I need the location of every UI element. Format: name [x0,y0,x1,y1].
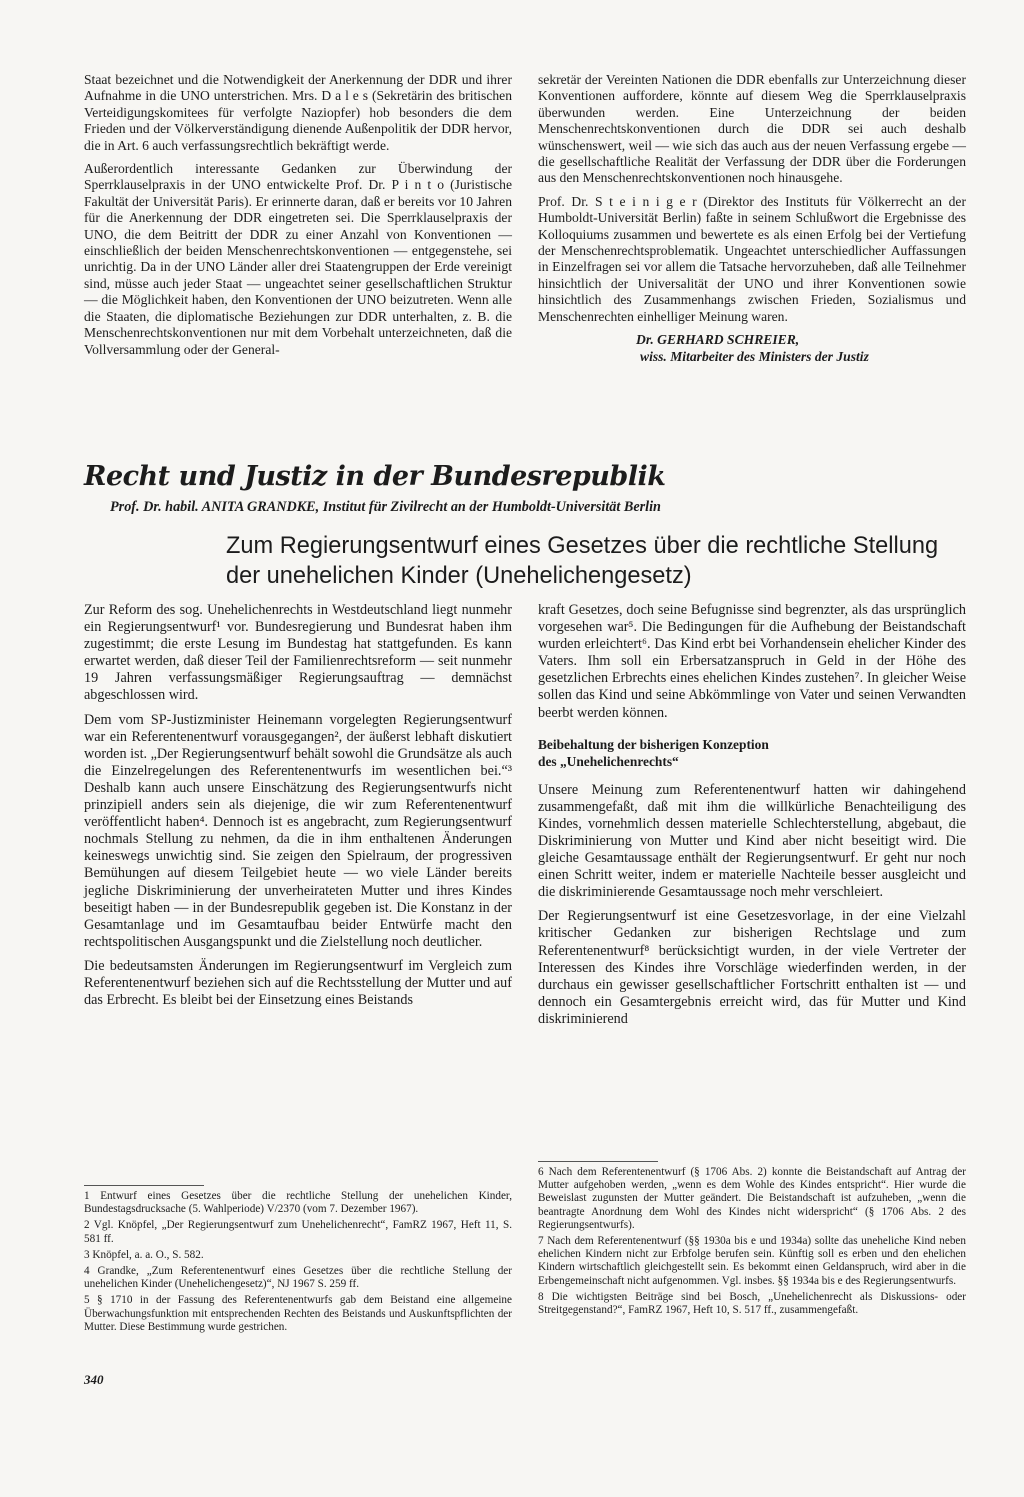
paragraph: sekretär der Vereinten Nationen die DDR ebenfalls zur Unterzeichnung dieser Konventionen auffordere, könnte auf diesem Weg die Sperrklauselpraxis überwunden werden. Eine Unterzeichnung der beiden Menschenrechtskonventionen durch die DDR sei auch deshalb wünschenswert, weil — wie sich das auch aus der neuen Verfassung ergebe — die gesellschaftliche Realität der Verfassung der DDR über die Forderungen aus den Menschenrechtskonventionen noch hinausgehe. [538,72,966,186]
bottom-right-column [538,602,966,1035]
footnote: 2 Vgl. Knöpfel, „Der Regierungsentwurf zum Unehelichenrecht“, FamRZ 1967, Heft 11, S. 581 ff. [84,1219,512,1245]
signature-name: Dr. GERHARD SCHREIER, [636,332,800,348]
footnote-divider [538,1161,658,1162]
bottom-left-column [84,602,512,1016]
footnote: 8 Die wichtigsten Beiträge sind bei Bosch, „Unehelichenrecht als Diskussions- oder Streitgegenstand?“, FamRZ 1967, Heft 10, S. 517 ff., zusammengefaßt. [538,1290,966,1317]
footnote: 4 Grandke, „Zum Referentenentwurf eines Gesetzes über die rechtliche Stellung der unehelichen Kinder (Unehelichengesetz)“, NJ 1967 S. 259 ff. [84,1265,512,1291]
paragraph: Staat bezeichnet und die Notwendigkeit der Anerkennung der DDR und ihrer Aufnahme in die UNO unterstrichen. Mrs. D a l e s (Sekretärin des britischen Verteidigungskomitees für verfolgte Naziopfer) hob besonders die dem Frieden und der Völkerverständigung dienende Außenpolitik der DDR hervor, die in Art. 6 auch verfassungsrechtlich bekräftigt werde. [84,72,512,153]
article-title [226,531,986,591]
paragraph: Unsere Meinung zum Referentenentwurf hatten wir dahingehend zusammengefaßt, daß mit ihm die willkürliche Benachteiligung des Kindes, vornehmlich dessen materielle Schlechterstellung, abgebaut, die Diskriminierung von Mutter und Kind aber nicht beseitigt wird. Die gleiche Gesamtaussage enthält der Regierungsentwurf. Er geht nur noch einen Schritt weiter, indem er materielle Nachteile besser ausgleicht und die diskriminierende Gesamtaussage noch mehr verschleiert. [538,781,966,901]
footnote: 5 § 1710 in der Fassung des Referentenentwurfs gab dem Beistand eine allgemeine Überwachungsfunktion mit entsprechenden Rechten des Beistands und Auskunftspflichten der Mutter. Diese Bestimmung wurde gestrichen. [84,1294,512,1333]
footnotes-right [538,1166,966,1320]
paragraph: Dem vom SP-Justizminister Heinemann vorgelegten Regierungsentwurf war ein Referentenentwurf vorausgegangen², der äußerst lebhaft diskutiert worden ist. „Der Regierungsentwurf behält sowohl die Grundsätze als auch die Einzelregelungen des Referentenentwurfs im wesentlichen bei.“³ Deshalb kann auch unsere Einschätzung des Regierungsentwurfs nicht prinzipiell anders sein als diejenige, die wir zum Referentenentwurf veröffentlicht haben⁴. Dennoch ist es angebracht, zum Regierungsentwurf nochmals Stellung zu nehmen, da die in ihm enthaltenen Änderungen keineswegs unwichtig sind. Sie zeigen den Spielraum, der progressiven Bemühungen auf diesem Teilgebiet heute — wo viele Länder bereits jegliche Diskriminierung der unverheirateten Mutter und ihres Kindes beseitigt haben — in der Bundesrepublik gegeben ist. Die Konstanz in der Gesamtanlage und im Gesamtaufbau beider Entwürfe macht den rechtspolitischen Ausgangspunkt und die Zielstellung noch deutlicher. [84,711,512,950]
section-rubric: Recht und Justiz in der Bundesrepublik [84,461,666,492]
paragraph: Der Regierungsentwurf ist eine Gesetzesvorlage, in der eine Vielzahl kritischer Gedanken zur bisherigen Rechtslage und zum Referentenentwurf⁸ berücksichtigt wurden, in der viele Vertreter der Interessen des Kindes ihre Vorschläge wiederfinden werden, in der durchaus ein gewisser gesellschaftlicher Fortschritt enthalten ist — und dennoch ein Gesamtergebnis erreicht wird, das für Mutter und Kind diskriminierend [538,908,966,1027]
footnotes-left [84,1190,512,1337]
top-left-column [84,72,512,365]
footnote: 3 Knöpfel, a. a. O., S. 582. [84,1248,204,1261]
footnote: 6 Nach dem Referentenentwurf (§ 1706 Abs. 2) konnte die Beistandschaft auf Antrag der Mutter aufgehoben werden, „wenn es dem Wohle des Kindes entspricht“. Hier wurde die Beweislast zugunsten der Mutter geändert. Die Beistandschaft ist aufzuheben, „wenn die beantragte Anordnung dem Wohl des Kindes nicht widerspricht“ (§ 1706 Abs. 2 des Regierungsentwurfs). [538,1166,966,1231]
page-number: 340 [84,1372,104,1387]
subheading [538,736,966,770]
top-right-column [538,72,966,365]
footnote-divider [84,1185,204,1186]
title-line: Zum Regierungsentwurf eines Gesetzes über die rechtliche Stellung [226,533,939,559]
signature [538,332,966,365]
title-line: der unehelichen Kinder (Unehelichengesetz) [226,563,692,589]
paragraph: Außerordentlich interessante Gedanken zur Überwindung der Sperrklauselpraxis in der UNO entwickelte Prof. Dr. P i n t o (Juristische Fakultät der Universität Paris). Er erinnerte daran, daß er bereits vor 10 Jahren für die Anerkennung der DDR eingetreten sei. Die Sperrklauselpraxis der UNO, die dem Beitritt der DDR zu einer Anzahl von Konventionen — einschließlich der beiden Menschenrechtskonventionen — entgegenstehe, sei unrichtig. Da in der UNO Länder aller drei Staatengruppen der Erde vereinigt sind, müsse auch jeder Staat — ungeachtet seiner gesellschaftlichen Struktur — die Möglichkeit haben, den Konventionen der UNO beizutreten. Wenn alle die Staaten, die diplomatische Beziehungen zur DDR unterhalten, z. B. die Menschenrechtskonventionen nur mit dem Vorbehalt unterzeichneten, daß die Vollversammlung oder der General- [84,161,512,357]
footnote: 7 Nach dem Referentenentwurf (§§ 1930a bis e und 1934a) sollte das uneheliche Kind neben ehelichen Kindern nicht zur Erbfolge berufen sein. Künftig soll es erben und den ehelichen Kindern wirtschaftlich gleichgestellt sein. Es bekommt einen Geldanspruch, wird aber in die Erbengemeinschaft nicht aufgenommen. Vgl. insbes. §§ 1934a bis e des Regierungsentwurfs. [538,1235,966,1287]
signature-role: wiss. Mitarbeiter des Ministers der Justiz [640,348,869,364]
paragraph: Prof. Dr. S t e i n i g e r (Direktor des Instituts für Völkerrecht an der Humboldt-Universität Berlin) faßte in seinem Schlußwort die Ergebnisse des Kolloquiums zusammen und bewertete es als einen Erfolg bei der Vertiefung der Menschenrechtsproblematik. Ungeachtet unterschiedlicher Auffassungen in Einzelfragen sei vor allem die Tatsache hervorzuheben, daß alle Teilnehmer hinsichtlich der Universalität der UNO und ihrer Konventionen sowie hinsichtlich des Zusammenhangs zwischen Frieden, Sozialismus und Menschenrechten einhelliger Meinung waren. [538,193,966,324]
subheading-line: des „Unehelichenrechts“ [538,753,679,769]
footnote: 1 Entwurf eines Gesetzes über die rechtliche Stellung der unehelichen Kinder, Bundestagsdrucksache (5. Wahlperiode) V/2370 (vom 7. Dezember 1967). [84,1190,512,1216]
paragraph: Die bedeutsamsten Änderungen im Regierungsentwurf im Vergleich zum Referentenentwurf beziehen sich auf die Rechtsstellung der Mutter und auf das Erbrecht. Es bleibt bei der Einsetzung eines Beistands [84,957,512,1009]
author-line: Prof. Dr. habil. ANITA GRANDKE, Institut für Zivilrecht an der Humboldt-Universität Berlin [110,499,661,515]
subheading-line: Beibehaltung der bisherigen Konzeption [538,736,769,752]
paragraph: kraft Gesetzes, doch seine Befugnisse sind begrenzter, als das ursprünglich vorgesehen war⁵. Die Bedingungen für die Aufhebung der Beistandschaft wurden erleichtert⁶. Das Kind erbt bei Vorhandensein ehelicher Kinder des Vaters. Ihm soll ein Erbersatzanspruch in Geld in der Höhe des gesetzlichen Erbrechts eines ehelichen Kindes zustehen⁷. In gleicher Weise sollen das Kind und seine Abkömmlinge von Vater und seinen Verwandten beerbt werden können. [538,602,966,721]
paragraph: Zur Reform des sog. Unehelichenrechts in Westdeutschland liegt nunmehr ein Regierungsentwurf¹ vor. Bundesregierung und Bundesrat haben ihm zugestimmt; die erste Lesung im Bundestag hat stattgefunden. Es kann erwartet werden, daß dieser Teil der Familienrechtsreform — seit nunmehr 19 Jahren verfassungsmäßiger Regierungsauftrag — demnächst abgeschlossen wird. [84,602,512,704]
